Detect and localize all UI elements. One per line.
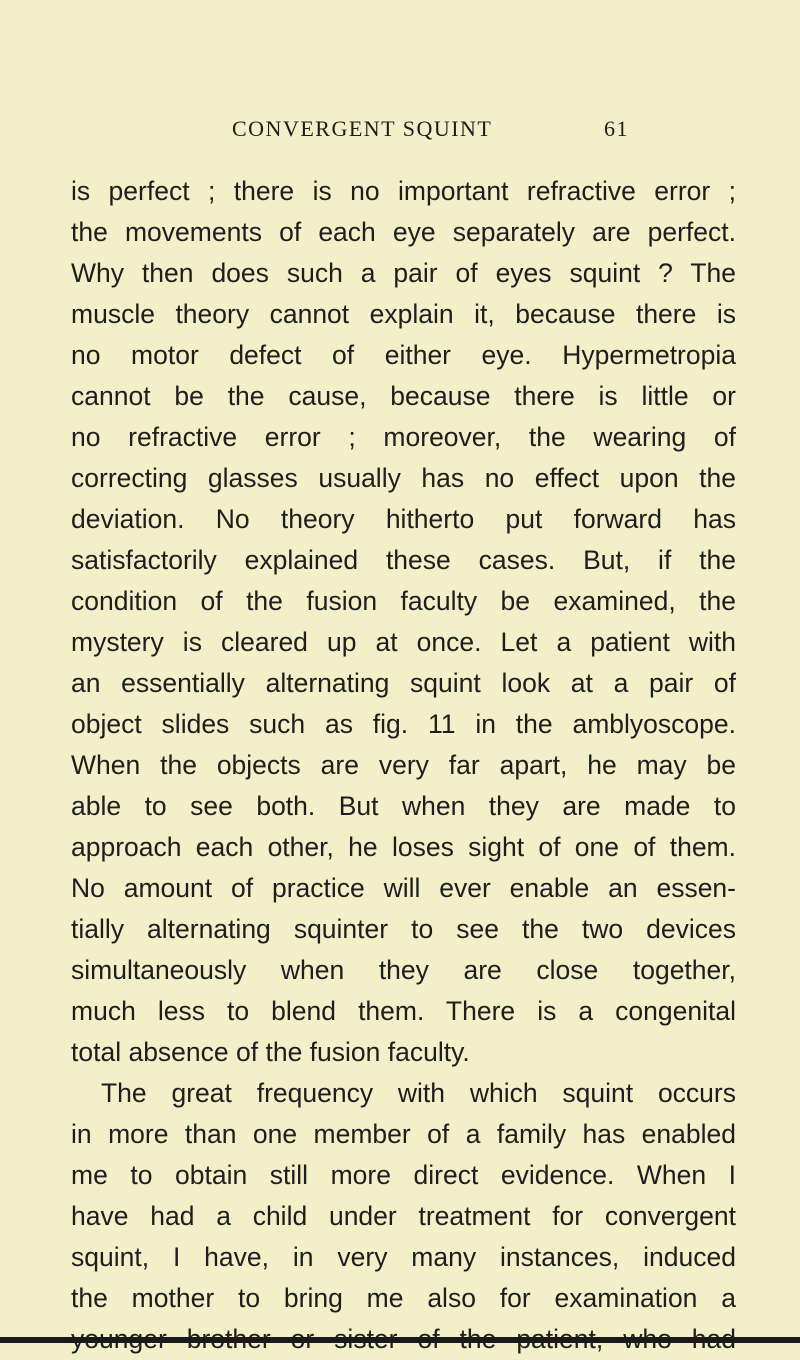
text-line: the mother to bring me also for examination a	[71, 1283, 736, 1313]
text-line: No amount of practice will ever enable an essen-	[71, 873, 736, 903]
text-line: muscle theory cannot explain it, because there is	[71, 299, 736, 329]
text-line: me to obtain still more direct evidence. When I	[71, 1160, 736, 1190]
text-line: have had a child under treatment for convergent	[71, 1201, 736, 1231]
text-line: approach each other, he loses sight of one of them.	[71, 832, 736, 862]
text-line: an essentially alternating squint look at a pair of	[71, 668, 736, 698]
text-line: deviation. No theory hitherto put forward has	[71, 504, 736, 534]
text-line: satisfactorily explained these cases. But, if the	[71, 545, 736, 575]
scan-edge-shadow	[0, 1337, 800, 1343]
text-line: tially alternating squinter to see the two devices	[71, 914, 736, 944]
page-number: 61	[604, 116, 629, 141]
text-line: no refractive error ; moreover, the wearing of	[71, 422, 736, 452]
text-line: correcting glasses usually has no effect upon the	[71, 463, 736, 493]
chapter-title: CONVERGENT SQUINT	[232, 116, 493, 141]
paragraph-start-line: The great frequency with which squint occurs	[101, 1078, 736, 1108]
running-head	[232, 116, 629, 146]
text-line: the movements of each eye separately are perfect.	[71, 217, 736, 247]
text-line: Why then does such a pair of eyes squint ? The	[71, 258, 736, 288]
text-line: condition of the fusion faculty be examined, the	[71, 586, 736, 616]
text-line: in more than one member of a family has enabled	[71, 1119, 736, 1149]
text-line: simultaneously when they are close together,	[71, 955, 736, 985]
text-line: object slides such as fig. 11 in the amblyoscope.	[71, 709, 736, 739]
paragraph-end-line: total absence of the fusion faculty.	[71, 1037, 470, 1067]
text-line: able to see both. But when they are made to	[71, 791, 736, 821]
text-line: When the objects are very far apart, he may be	[71, 750, 736, 780]
text-line: no motor defect of either eye. Hypermetropia	[71, 340, 736, 370]
text-line: mystery is cleared up at once. Let a patient with	[71, 627, 736, 657]
text-line: squint, I have, in very many instances, induced	[71, 1242, 736, 1272]
text-line: cannot be the cause, because there is little or	[71, 381, 736, 411]
text-line: much less to blend them. There is a congenital	[71, 996, 736, 1026]
text-line: is perfect ; there is no important refractive error ;	[71, 176, 736, 206]
body-text	[71, 171, 736, 1360]
